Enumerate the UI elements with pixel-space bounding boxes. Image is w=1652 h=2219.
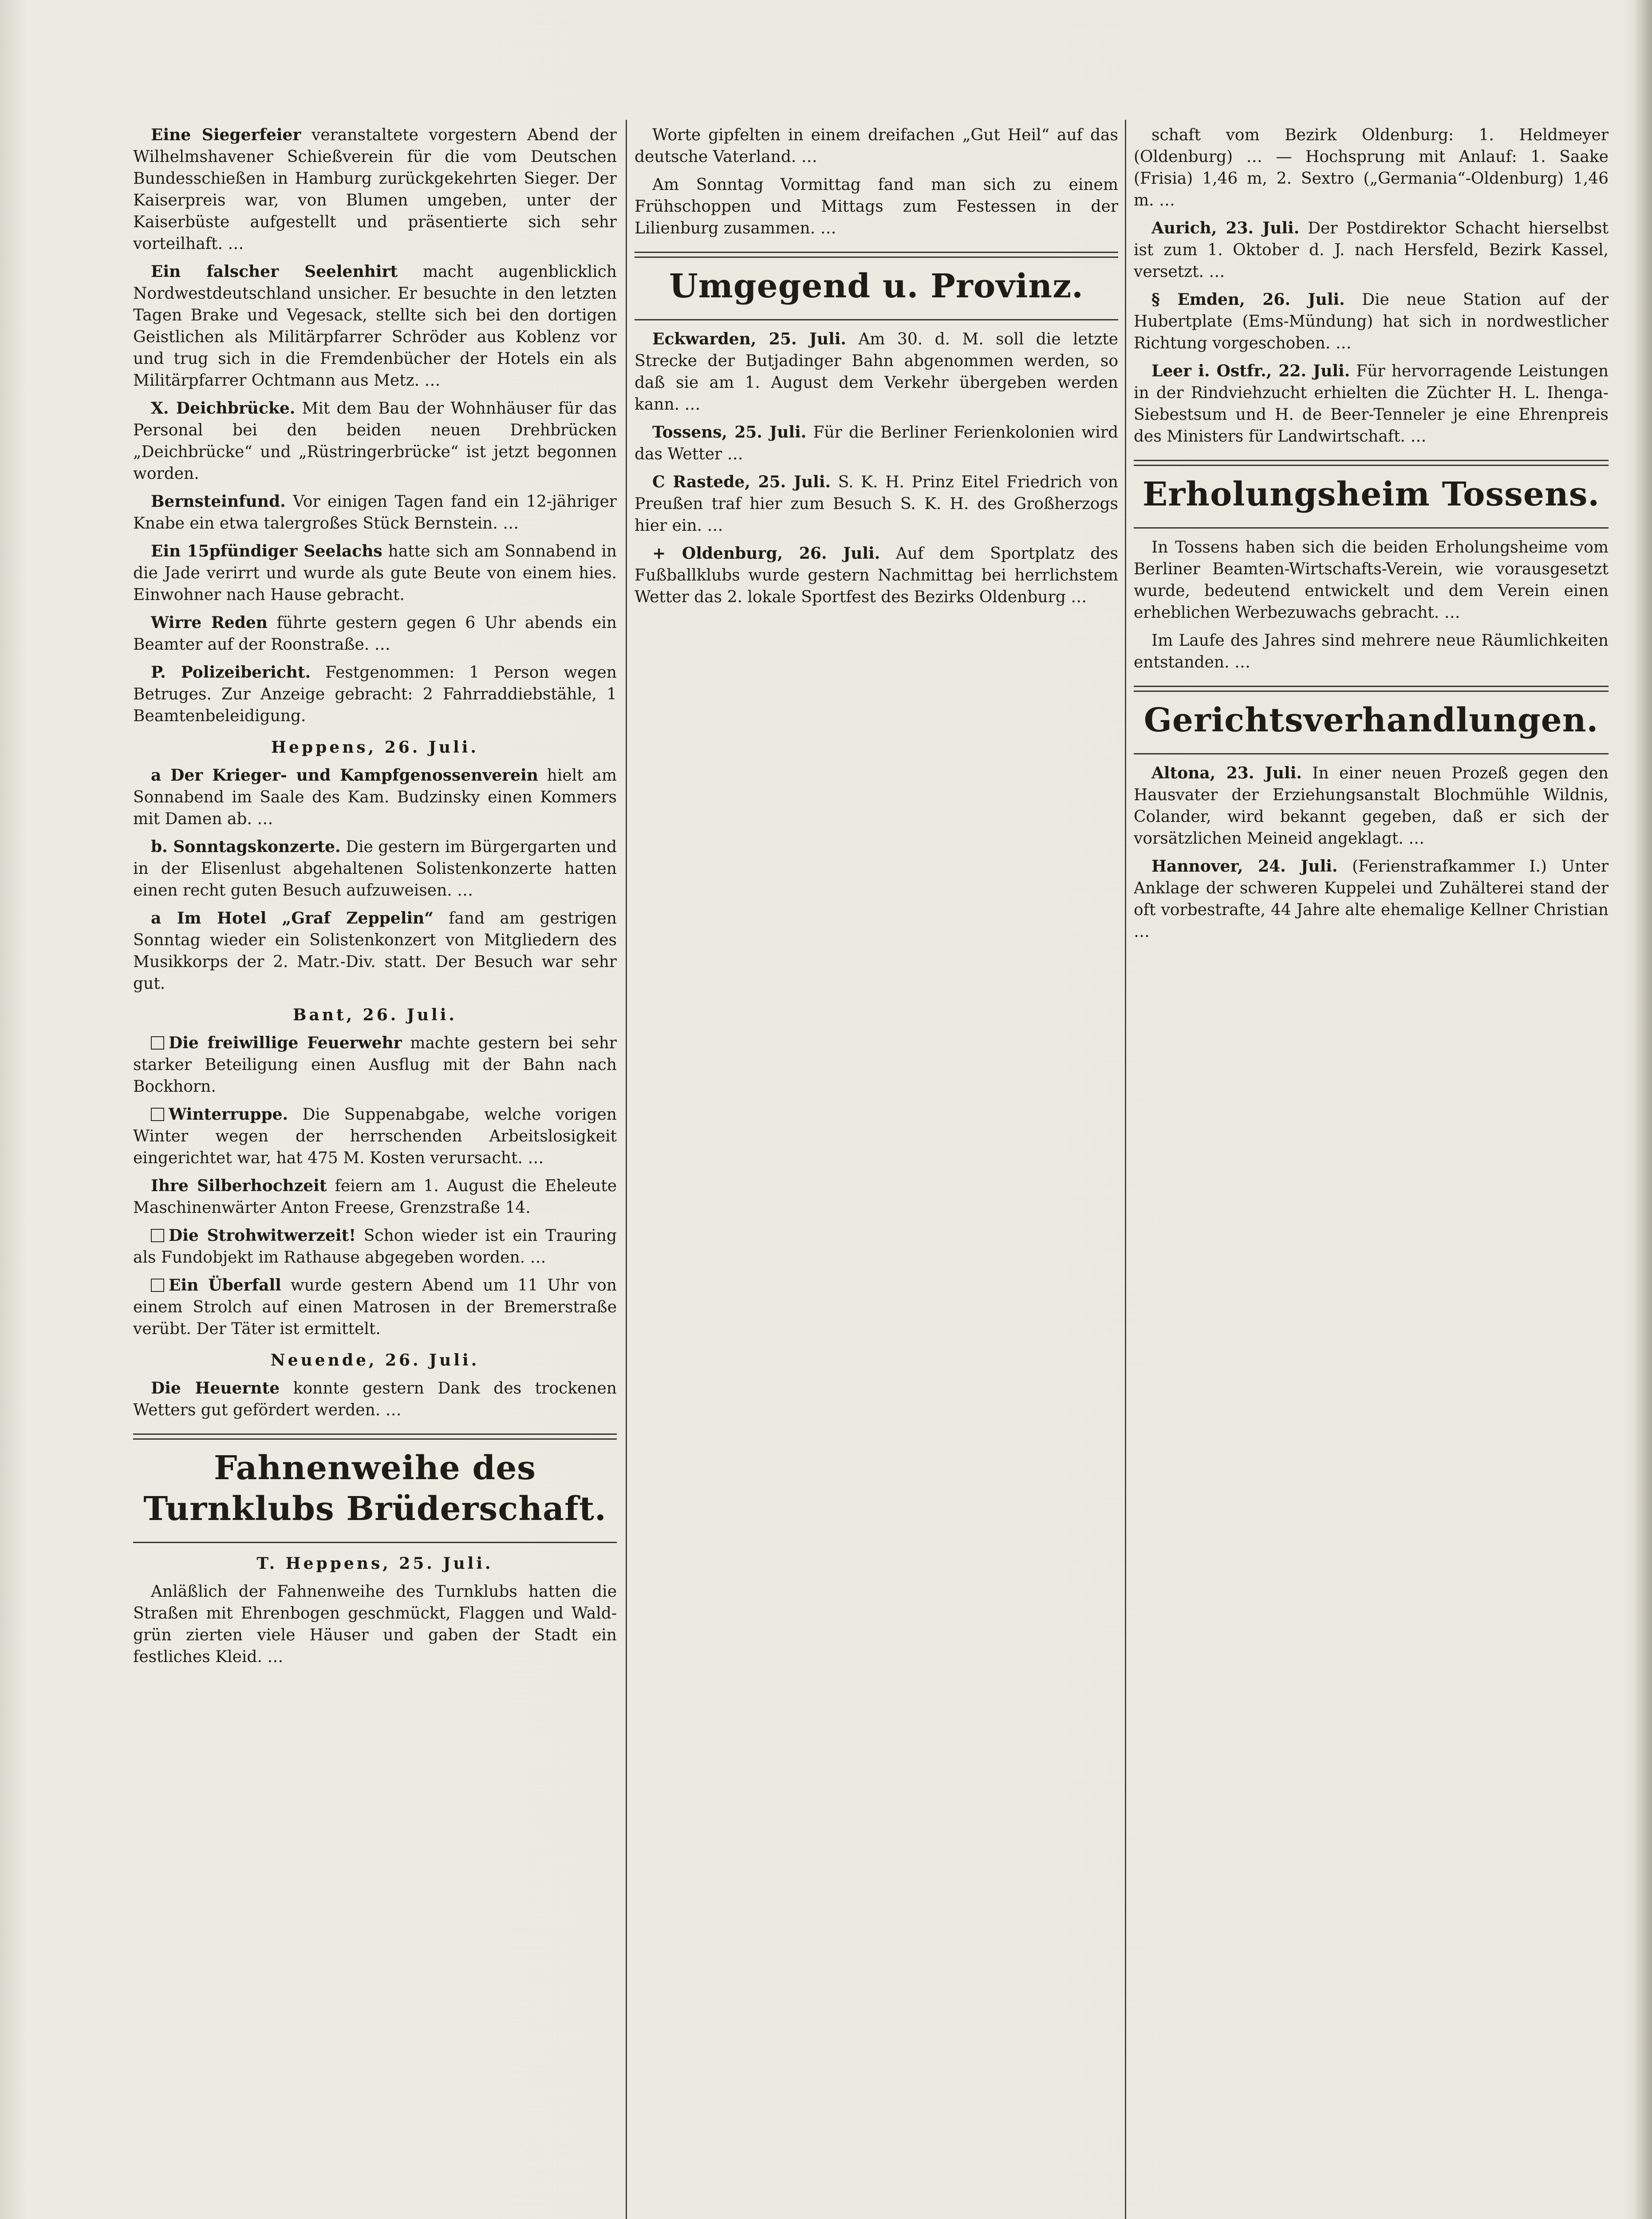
column-divider [626,120,627,2219]
article-lead: Leer i. Ostfr., 22. Juli. [1151,362,1350,380]
article-text: Für die Berliner Ferienkolonien wird das Wetter … [635,423,1118,463]
article-paragraph [133,1104,617,1169]
section-rule [1134,753,1609,754]
article-text: hielt am Sonnabend im Saale des Kam. Budzinsky einen Kommers mit Damen ab. … [133,766,617,828]
article-text: Am 30. d. M. soll die letzte Strecke der Butjadinger Bahn abgenommen werden, so daß sie am 1. August dem Verkehr übergeben werden kann. … [635,330,1118,414]
article-lead: Die Heuernte [151,1379,280,1398]
article-text: machte gestern bei sehr starker Beteiligung einen Ausflug mit der Bahn nach Bockhorn. [133,1034,617,1096]
article-lead: Die Strohwitwerzeit! [169,1226,356,1245]
article-paragraph [1134,217,1609,283]
section-heading: Erholungsheim Tossens. [1142,475,1600,513]
article-lead: Ein Überfall [169,1276,281,1295]
article-paragraph [1134,360,1609,447]
article-paragraph [133,908,617,995]
boxed-marker [151,1229,164,1242]
article-lead: Ein 15pfündiger Seelachs [151,542,382,561]
dateline: Neuende, 26. Juli. [270,1351,480,1370]
article-paragraph [133,124,617,255]
article-lead: a Im Hotel „Graf Zeppelin“ [151,909,434,928]
article-lead: + Oldenburg, 26. Juli. [652,544,880,563]
article-paragraph [133,1175,617,1219]
article-text: wurde gestern Abend um 11 Uhr von einem Strolch auf einen Matrosen in der Bremerstraße verübt. Der Täter ist ermittelt. [133,1276,617,1338]
article-lead: Ihre Silberhochzeit [151,1177,327,1195]
article-paragraph: Anläßlich der Fahnenweihe des Turnklubs hatten die Straßen mit Ehrenbogen geschmückt, Flaggen und Wald-grün zierten viele Häuser und gaben der Stadt ein festliches Kleid. … [133,1583,617,1666]
article-lead: Bernsteinfund. [151,492,286,511]
article-text: führte gestern gegen 6 Uhr abends ein Beamter auf der Roonstraße. … [133,614,617,654]
article-paragraph [133,398,617,485]
article-text: S. K. H. Prinz Eitel Friedrich von Preußen traf hier zum Besuch S. K. H. des Großherzogs hier ein. … [635,473,1118,535]
column-left [133,124,617,2219]
article-lead: Hannover, 24. Juli. [1151,857,1338,876]
section-rule [133,1542,617,1543]
article-paragraph [133,261,617,391]
column-divider [1125,120,1126,2219]
article-text: macht augenblicklich Nordwestdeutschland unsicher. Er besuchte in den letzten Tagen Brake und Vegesack, stellte sich bei den dortigen Geistlichen als Militärpfarrer Schröder aus Koblenz vor und trug sich in die Fremdenbücher der Hotels ein als Militärpfarrer Ochtmann aus Metz. … [133,263,617,390]
article-paragraph [133,541,617,606]
article-paragraph [133,491,617,534]
article-paragraph [1134,289,1609,354]
column-right [1134,124,1609,2219]
article-lead: Winterruppe. [169,1105,288,1124]
page-edge-shadow [1634,0,1652,2219]
boxed-marker [151,1279,164,1292]
dateline: Bant, 26. Juli. [293,1006,457,1024]
article-text: Die gestern im Bürgergarten und in der Elisenlust abgehaltenen Solistenkonzerte hatten einen recht guten Besuch aufzuweisen. … [133,838,617,900]
article-lead: a Der Krieger- und Kampfgenossenverein [151,766,538,785]
dateline: Heppens, 26. Juli. [271,738,479,757]
article-lead: § Emden, 26. Juli. [1151,290,1345,309]
article-paragraph [635,543,1118,608]
article-paragraph [133,662,617,727]
article-paragraph: schaft vom Bezirk Oldenburg: 1. Heldmeyer (Oldenburg) … — Hochsprung mit Anlauf: 1. Saake (Frisia) 1,46 m, 2. Sextro („Germania“-Oldenburg) 1,46 m. … [1134,126,1609,209]
article-text: Mit dem Bau der Wohnhäuser für das Personal bei den beiden neuen Drehbrücken „Deichbrücke“ und „Rüstringerbrücke“ ist jetzt begonnen worden. [133,399,617,483]
article-lead: Ein falscher Seelenhirt [151,262,398,281]
article-text: veranstaltete vorgestern Abend der Wilhelmshavener Schießverein für die vom Deutschen Bundesschießen in Hamburg zurückgekehrten Sieger. Der Kaiserpreis war, von Blumen umgeben, unter der Kaiserbüste aufgestellt und präsentierte sich sehr vorteilhaft. … [133,126,617,253]
article-paragraph [133,612,617,655]
article-paragraph [1134,762,1609,849]
article-paragraph: Im Laufe des Jahres sind mehrere neue Räumlichkeiten entstanden. … [1134,632,1609,671]
article-paragraph [635,471,1118,537]
article-paragraph [133,765,617,830]
article-lead: Tossens, 25. Juli. [652,423,807,442]
article-paragraph [635,422,1118,465]
article-text: konnte gestern Dank des trockenen Wetters gut gefördert werden. … [133,1379,617,1419]
column-middle [635,124,1118,2219]
article-paragraph [133,1378,617,1421]
article-paragraph: Am Sonntag Vormittag fand man sich zu einem Frühschoppen und Mittags zum Festessen in der Lilienburg zusammen. … [635,176,1118,237]
article-lead: Altona, 23. Juli. [1151,764,1302,782]
article-paragraph [635,328,1118,415]
article-text: fand am gestrigen Sonntag wieder ein Solistenkonzert von Mitgliedern des Musikkorps der 2. Matr.-Div. statt. Der Besuch war sehr gut. [133,909,617,993]
article-text: hatte sich am Sonnabend in die Jade verirrt und wurde als gute Beute von einem hies. Einwohner nach Hause gebracht. [133,542,617,604]
article-text: Festgenommen: 1 Person wegen Betruges. Zur Anzeige gebracht: 2 Fahrraddiebstähle, 1 Beamtenbeleidigung. [133,663,617,725]
article-lead: C Rastede, 25. Juli. [652,473,831,491]
article-text: Für hervorragende Leistungen in der Rindviehzucht erhielten die Züchter H. L. Ihenga-Siebestsum und H. de Beer-Tenneler je eine Ehrenpreis des Ministers für Landwirtschaft. … [1134,362,1609,446]
section-heading: Umgegend u. Provinz. [669,267,1084,305]
section-rule [1134,460,1609,466]
article-text: (Ferienstrafkammer I.) Unter Anklage der schweren Kuppelei und Zuhälterei stand der oft vorbestrafte, 44 Jahre alte ehemalige Kellner Christian … [1134,857,1609,941]
article-paragraph [133,1275,617,1340]
article-text: Die neue Station auf der Hubertplate (Ems-Mündung) hat sich in nordwestlicher Richtung vorgeschoben. … [1134,291,1609,352]
article-lead: Die freiwillige Feuerwehr [169,1034,402,1052]
boxed-marker [151,1036,164,1050]
article-lead: Eckwarden, 25. Juli. [652,330,847,348]
article-lead: Eine Siegerfeier [151,126,301,144]
article-paragraph [1134,856,1609,943]
section-rule [133,1433,617,1440]
section-heading: Fahnenweihe des Turnklubs Brüderschaft. [143,1449,607,1528]
article-paragraph [133,836,617,901]
article-lead: Aurich, 23. Juli. [1151,219,1300,237]
article-text: Auf dem Sportplatz des Fußballklubs wurde gestern Nachmittag bei herrlichstem Wetter das 2. lokale Sportfest des Bezirks Oldenburg … [635,545,1118,606]
article-paragraph [133,1225,617,1268]
article-text: Die Suppenabgabe, welche vorigen Winter wegen der herrschenden Arbeitslosigkeit eingerichtet war, hat 475 M. Kosten verursacht. … [133,1106,617,1167]
boxed-marker [151,1108,164,1121]
article-paragraph [133,1032,617,1098]
article-lead: Wirre Reden [151,613,268,632]
section-rule [1134,686,1609,692]
article-text: feiern am 1. August die Eheleute Maschinenwärter Anton Freese, Grenzstraße 14. [133,1177,617,1217]
article-paragraph: Worte gipfelten in einem dreifachen „Gut Heil“ auf das deutsche Vaterland. … [635,126,1118,166]
article-lead: b. Sonntagskonzerte. [151,837,341,856]
section-heading: Gerichtsverhandlungen. [1143,701,1599,739]
section-rule [1134,527,1609,529]
section-rule [635,319,1118,320]
article-text: In einer neuen Prozeß gegen den Hausvater der Erziehungsanstalt Blochmühle Wildnis, Colander, wird bekannt gegeben, daß er sich der vorsätzlichen Meineid angeklagt. … [1134,764,1609,848]
section-rule [635,252,1118,258]
dateline: T. Heppens, 25. Juli. [256,1554,493,1573]
article-text: Vor einigen Tagen fand ein 12-jähriger Knabe ein etwa talergroßes Stück Bernstein. … [133,493,617,533]
article-lead: P. Polizeibericht. [151,663,311,682]
article-lead: X. Deichbrücke. [151,399,296,418]
article-paragraph: In Tossens haben sich die beiden Erholungsheime vom Berliner Beamten-Wirtschafts-Verein, wie vorausgesetzt wurde, bedeutend entwickelt und dem Verein einen erheblichen Werbezuwachs gebracht. … [1134,538,1609,622]
article-text: Schon wieder ist ein Trauring als Fundobjekt im Rathause abgegeben worden. … [133,1227,617,1267]
article-text: Der Postdirektor Schacht hierselbst ist zum 1. Oktober d. J. nach Hersfeld, Bezirk Kassel, versetzt. … [1134,219,1609,281]
